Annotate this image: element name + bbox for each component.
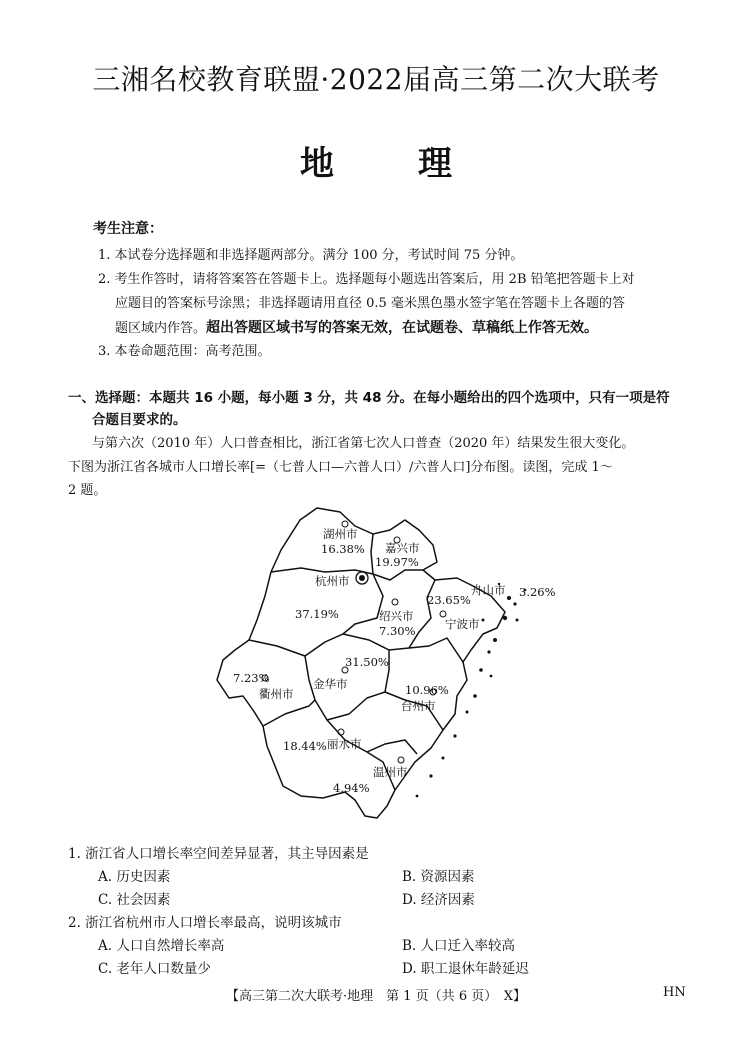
region-code: HN xyxy=(663,985,686,1000)
jiaxing-name: 嘉兴市 xyxy=(385,541,420,555)
notice-warning: 超出答题区域书写的答案无效，在试题卷、草稿纸上作答无效。 xyxy=(206,320,599,336)
wenzhou-rate: 4.94% xyxy=(333,781,370,795)
lishui-rate: 18.44% xyxy=(283,739,327,753)
quzhou-name: 衢州市 xyxy=(259,687,294,701)
hangzhou-rate: 37.19% xyxy=(295,607,339,621)
shaoxing-rate: 7.30% xyxy=(379,624,416,638)
intro-line-3: 2 题。 xyxy=(68,483,107,498)
exam-title: 三湘名校教育联盟·2022届高三第二次大联考 xyxy=(92,63,660,96)
taizhou-rate: 10.96% xyxy=(405,683,449,697)
quzhou-rate: 7.23% xyxy=(233,671,270,685)
section-heading-a: 一、选择题：本题共 16 小题，每小题 3 分，共 48 分。在每小题给出的四个选项中，只有一项是符 xyxy=(68,390,670,406)
jiaxing-rate: 19.97% xyxy=(375,555,419,569)
question-1-option-b: B. 资源因素 xyxy=(402,869,475,885)
subject-char-1: 地 xyxy=(300,144,334,184)
notice-item-2a: 2. 考生作答时，请将答案答在答题卡上。选择题每小题选出答案后，用 2B 铅笔把答题卡上对 xyxy=(98,272,635,287)
question-2-stem: 2. 浙江省杭州市人口增长率最高，说明该城市 xyxy=(68,915,342,931)
ningbo-name: 宁波市 xyxy=(445,617,480,631)
zhejiang-map xyxy=(205,500,556,840)
notice-item-2b: 应题目的答案标号涂黑；非选择题请用直径 0.5 毫米黑色墨水签字笔在答题卡上各题的答 xyxy=(115,296,625,311)
huzhou-rate: 16.38% xyxy=(321,542,365,556)
notice-item-1: 1. 本试卷分选择题和非选择题两部分。满分 100 分，考试时间 75 分钟。 xyxy=(98,248,524,263)
zhoushan-name: 舟山市 xyxy=(471,583,506,597)
taizhou-name: 台州市 xyxy=(401,699,436,713)
question-2-option-a: A. 人口自然增长率高 xyxy=(98,938,225,954)
question-1-option-c: C. 社会因素 xyxy=(98,892,171,908)
boundary-quzhou xyxy=(263,700,315,726)
zhoushan-rate: 3.26% xyxy=(519,585,556,599)
boundary-lishui xyxy=(327,720,395,790)
notice-item-2c-text: 题区域内作答。 xyxy=(115,321,207,336)
question-1-option-d: D. 经济因素 xyxy=(402,892,475,908)
question-2-option-d: D. 职工退休年龄延迟 xyxy=(402,961,529,977)
hangzhou-capital-marker xyxy=(356,572,368,584)
boundary-hangzhou-south xyxy=(249,634,343,656)
notice-heading: 考生注意： xyxy=(93,221,163,237)
question-2-option-c: C. 老年人口数量少 xyxy=(98,961,211,977)
hangzhou-name: 杭州市 xyxy=(315,574,350,588)
intro-line-2: 下图为浙江省各城市人口增长率[=（七普人口—六普人口）/六普人口]分布图。读图，完成 1～ xyxy=(68,460,613,475)
shaoxing-name: 绍兴市 xyxy=(379,609,414,623)
jinhua-rate: 31.50% xyxy=(345,655,389,669)
question-2-option-b: B. 人口迁入率较高 xyxy=(402,938,516,954)
wenzhou-name: 温州市 xyxy=(373,765,408,779)
page-footer: 【高三第二次大联考·地理 第 1 页（共 6 页） X】 xyxy=(226,989,526,1004)
ningbo-rate: 23.65% xyxy=(427,593,471,607)
section-heading-b: 合题目要求的。 xyxy=(92,412,187,428)
notice-item-3: 3. 本卷命题范围：高考范围。 xyxy=(98,344,271,359)
lishui-name: 丽水市 xyxy=(327,737,362,751)
notice-item-2c xyxy=(115,316,598,341)
jinhua-name: 金华市 xyxy=(313,677,348,691)
intro-line-1: 与第六次（2010 年）人口普查相比，浙江省第七次人口普查（2020 年）结果发生很大变化。 xyxy=(92,436,635,451)
subject-title xyxy=(0,136,752,185)
subject-char-2: 理 xyxy=(418,144,452,184)
boundary-lishui-wz xyxy=(367,740,417,754)
question-1-stem: 1. 浙江省人口增长率空间差异显著，其主导因素是 xyxy=(68,846,369,862)
huzhou-name: 湖州市 xyxy=(323,527,358,541)
question-1-option-a: A. 历史因素 xyxy=(98,869,171,885)
